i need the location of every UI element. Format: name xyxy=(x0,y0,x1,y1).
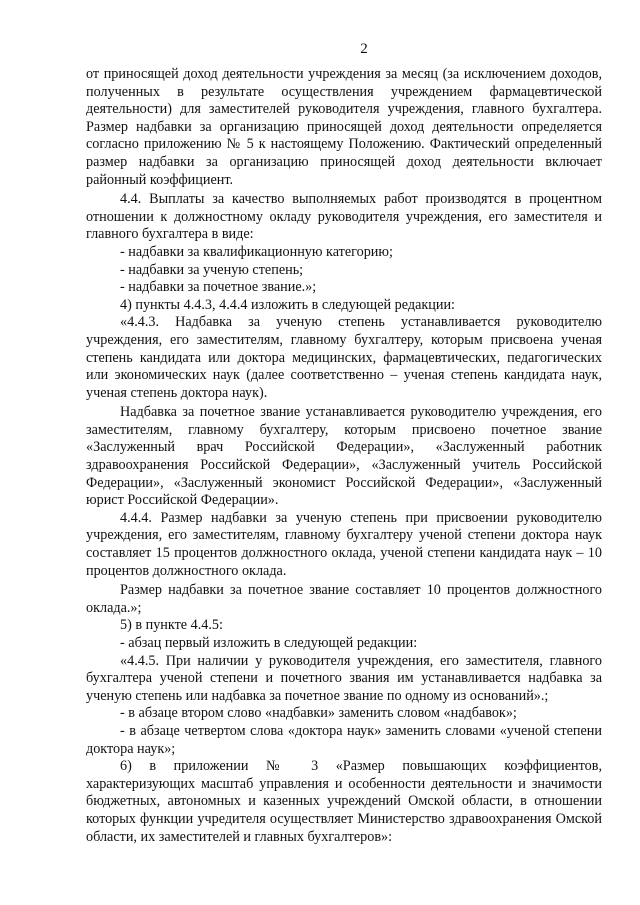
paragraph: Размер надбавки за почетное звание составляет 10 процентов должностного оклада.»; xyxy=(86,582,602,616)
paragraph: от приносящей доход деятельности учреждения за месяц (за исключением доходов, полученных в результате осуществления учреждением фармацевтической деятельности) для заместителей руководителя учреждения, главного бухгалтера. Размер надбавки за организацию приносящей доход деятельности определяется согласно приложению № 5 к настоящему Положению. Фактический определенный размер надбавки за организацию приносящей доход деятельности включает районный коэффициент. xyxy=(86,66,602,188)
paragraph: 4.4. Выплаты за качество выполняемых работ производятся в процентном отношении к должностному окладу руководителя учреждения, его заместителя и главного бухгалтера в виде: xyxy=(86,191,602,243)
paragraph: Надбавка за почетное звание устанавливается руководителю учреждения, его заместителям, главному бухгалтеру, которым присвоено почетное звание «Заслуженный врач Российской Федерации», «Заслуженный работник здравоохранения Российской Федерации», «Заслуженный учитель Российской Федерации», «Заслуженный экономист Российской Федерации», «Заслуженный юрист Российской Федерации». xyxy=(86,404,602,509)
document-body xyxy=(86,66,602,846)
paragraph: 4.4.4. Размер надбавки за ученую степень при присвоении руководителю учреждения, его заместителям, главному бухгалтеру ученой степени доктора наук составляет 15 процентов должностного оклада, ученой степени кандидата наук – 10 процентов должностного оклада. xyxy=(86,509,602,579)
paragraph: - в абзаце четвертом слова «доктора наук» заменить словами «ученой степени доктора наук»; xyxy=(86,722,602,757)
paragraph: - надбавки за почетное звание.»; xyxy=(120,279,317,296)
paragraph: 5) в пункте 4.4.5: xyxy=(120,617,223,634)
paragraph: - надбавки за ученую степень; xyxy=(120,261,304,278)
paragraph: - в абзаце втором слово «надбавки» заменить словом «надбавок»; xyxy=(120,705,517,722)
paragraph: «4.4.3. Надбавка за ученую степень устанавливается руководителю учреждения, его заместителям, главному бухгалтеру, которым присвоена ученая степень кандидата или доктора медицинских, фармацевтических, педагогических или экономических наук (далее соответственно – ученая степень кандидата наук, ученая степень доктора наук). xyxy=(86,314,602,401)
paragraph: 6) в приложении № 3 «Размер повышающих коэффициентов, характеризующих масштаб управления и особенности деятельности и значимости бюджетных, автономных и казенных учреждений Омской области, в отношении которых функции учредителя осуществляет Министерство здравоохранения Омской области, их заместителей и главных бухгалтеров»: xyxy=(86,758,602,845)
page-number: 2 xyxy=(360,41,368,57)
paragraph: - абзац первый изложить в следующей редакции: xyxy=(120,635,418,651)
paragraph: - надбавки за квалификационную категорию; xyxy=(120,243,393,260)
paragraph: 4) пункты 4.4.3, 4.4.4 изложить в следующей редакции: xyxy=(120,296,455,313)
paragraph: «4.4.5. При наличии у руководителя учреждения, его заместителя, главного бухгалтера ученой степени и почетного звания им устанавливается надбавка за ученую степень или надбавка за почетное звание по одному из оснований».; xyxy=(86,652,602,704)
